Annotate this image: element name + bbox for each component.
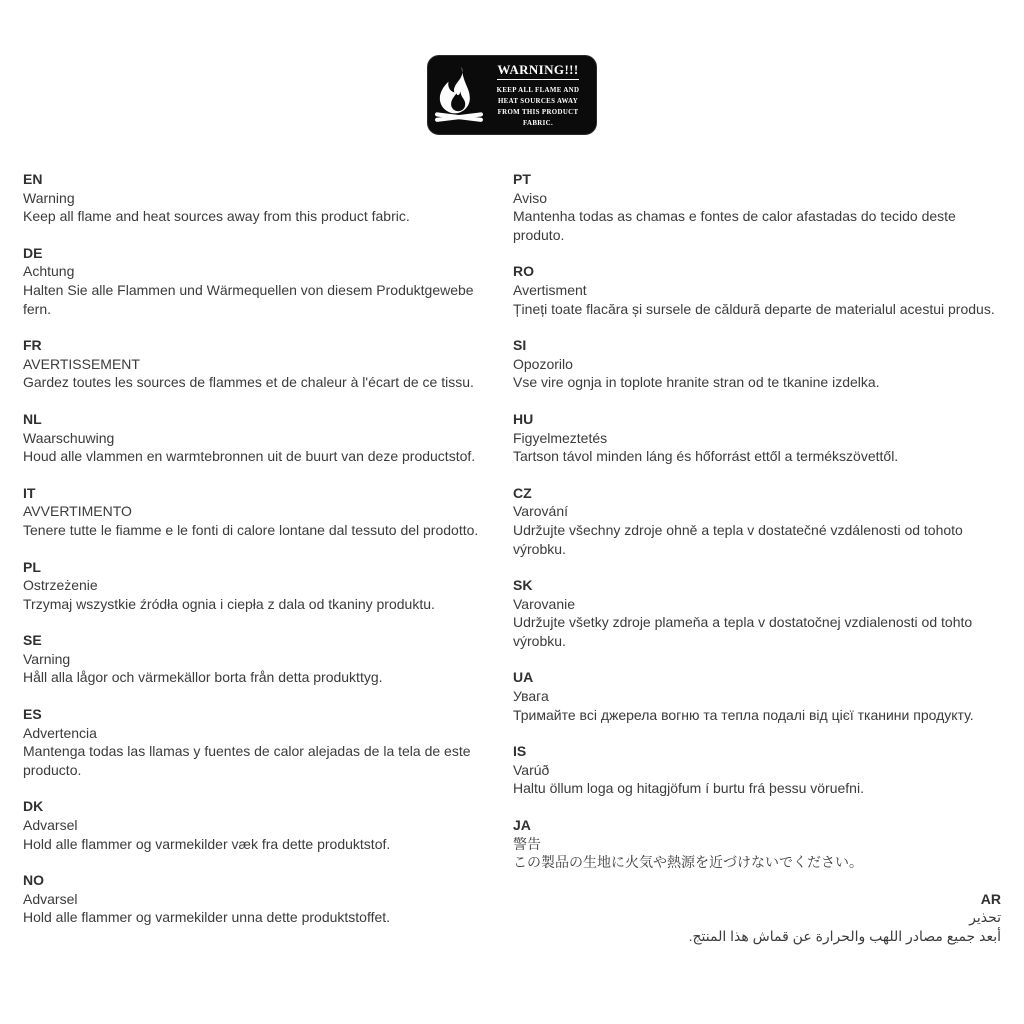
warning-text: Houd alle vlammen en warmtebronnen uit de buurt van deze productstof. (23, 448, 476, 465)
warning-title: AVVERTIMENTO (23, 503, 132, 520)
badge-line: FABRIC. (522, 120, 554, 128)
warning-text: Tartson távol minden láng és hőforrást ettől a termékszövettől. (513, 448, 899, 465)
entry-it (23, 484, 490, 540)
entry-si (513, 336, 1001, 392)
warning-text: Тримайте всі джерела вогню та тепла подалі від цієї тканини продукту. (513, 706, 974, 723)
entry-pl (23, 558, 490, 614)
translations-column-right (513, 170, 1001, 964)
warning-text: Halten Sie alle Flammen und Wärmequellen von diesem Produktgewebe fern. (23, 281, 474, 317)
language-code: PT (513, 171, 531, 187)
badge-line: KEEP ALL FLAME AND (496, 86, 580, 94)
language-code: SE (23, 632, 42, 649)
language-code: CZ (513, 484, 532, 501)
language-code: FR (23, 337, 42, 354)
language-code: JA (513, 817, 531, 834)
warning-text: Håll alla lågor och värmekällor borta från detta produkttyg. (23, 669, 383, 686)
entry-pt (513, 170, 1001, 244)
warning-title: Opozorilo (513, 355, 573, 372)
entry-cz (513, 484, 1001, 558)
badge-line: FROM THIS PRODUCT (497, 109, 579, 116)
entry-ja (513, 816, 1001, 872)
badge-line: HEAT SOURCES AWAY (497, 97, 579, 105)
warning-text: أبعد جميع مصادر اللهب والحرارة عن قماش هذا المنتج. (688, 928, 1001, 944)
warning-title: Warning (23, 189, 75, 206)
language-code: IS (513, 743, 527, 760)
warning-text: Keep all flame and heat sources away from this product fabric. (23, 208, 410, 225)
entry-fr (23, 336, 490, 392)
language-code: HU (513, 410, 534, 427)
warning-text: この製品の生地に火気や熱源を近づけないでください。 (513, 854, 863, 871)
warning-text: Udržujte všetky zdroje plameňa a tepla v dostatočnej vzdialenosti od tohto výrobku. (513, 614, 973, 649)
warning-title: Avertisment (513, 281, 587, 298)
entry-ua (513, 668, 1001, 724)
entry-se (23, 631, 490, 687)
warning-title: Aviso (513, 189, 547, 206)
language-code: DE (23, 244, 43, 261)
language-code: SI (513, 337, 527, 354)
entry-hu (513, 410, 1001, 466)
warning-text: Hold alle flammer og varmekilder væk fra dette produktstof. (23, 835, 391, 852)
warning-title: Advertencia (23, 724, 97, 741)
warning-text: Hold alle flammer og varmekilder unna dette produktstoffet. (23, 909, 391, 926)
warning-text: Vse vire ognja in toplote hranite stran od te tkanine izdelka. (513, 374, 880, 391)
entry-de (23, 244, 490, 318)
language-code: EN (23, 171, 43, 187)
warning-title: Увага (513, 688, 549, 705)
warning-text: Haltu öllum loga og hitagjöfum í burtu frá þessu vöruefni. (513, 780, 864, 797)
language-code: NL (23, 410, 42, 427)
translations-columns (23, 170, 1001, 964)
entry-ar (513, 890, 1001, 946)
language-code: PL (23, 558, 41, 575)
warning-text: Trzymaj wszystkie źródła ognia i ciepła z dala od tkaniny produktu. (23, 595, 435, 612)
language-code: UA (513, 669, 534, 686)
warning-title: Advarsel (23, 817, 78, 834)
warning-text: Gardez toutes les sources de flammes et de chaleur à l'écart de ce tissu. (23, 374, 474, 391)
warning-title: Varovanie (513, 595, 576, 612)
language-code: AR (980, 890, 1001, 907)
warning-title: Achtung (23, 263, 75, 280)
warning-text: Udržujte všechny zdroje ohně a tepla v dostatečné vzdálenosti od tohoto výrobku. (513, 521, 963, 557)
language-code: SK (513, 577, 533, 594)
entry-dk (23, 797, 490, 853)
warning-title: Figyelmeztetés (513, 429, 608, 446)
warning-title: Advarsel (23, 890, 78, 907)
warning-title: تحذير (969, 909, 1001, 926)
badge-text-block (488, 61, 588, 129)
warning-text: Mantenha todas as chamas e fontes de calor afastadas do tecido deste produto. (513, 208, 956, 243)
language-code: DK (23, 798, 44, 815)
warning-title: Varning (23, 650, 71, 667)
warning-badge (427, 55, 597, 135)
entry-en (23, 170, 490, 226)
warning-text: Mantenga todas las llamas y fuentes de calor alejadas de la tela de este producto. (23, 743, 471, 778)
warning-title: Ostrzeżenie (23, 577, 98, 594)
warning-title: AVERTISSEMENT (23, 355, 140, 372)
language-code: NO (23, 872, 44, 889)
language-code: ES (23, 706, 42, 723)
warning-title: Varování (513, 503, 568, 520)
entry-no (23, 871, 490, 927)
warning-title: Waarschuwing (23, 429, 115, 446)
entry-es (23, 705, 490, 779)
entry-sk (513, 576, 1001, 650)
warning-title: 警告 (513, 835, 541, 852)
entry-is (513, 742, 1001, 798)
entry-nl (23, 410, 490, 466)
language-code: RO (513, 263, 534, 280)
flame-and-logs-icon (430, 62, 488, 128)
language-code: IT (23, 484, 36, 501)
badge-title: WARNING!!! (497, 62, 578, 80)
warning-text: Țineți toate flacăra și sursele de căldură departe de materialul acestui produs. (513, 300, 995, 317)
entry-ro (513, 262, 1001, 318)
warning-title: Varúð (513, 761, 550, 778)
translations-column-left (23, 170, 490, 964)
warning-text: Tenere tutte le fiamme e le fonti di calore lontane dal tessuto del prodotto. (23, 521, 479, 538)
